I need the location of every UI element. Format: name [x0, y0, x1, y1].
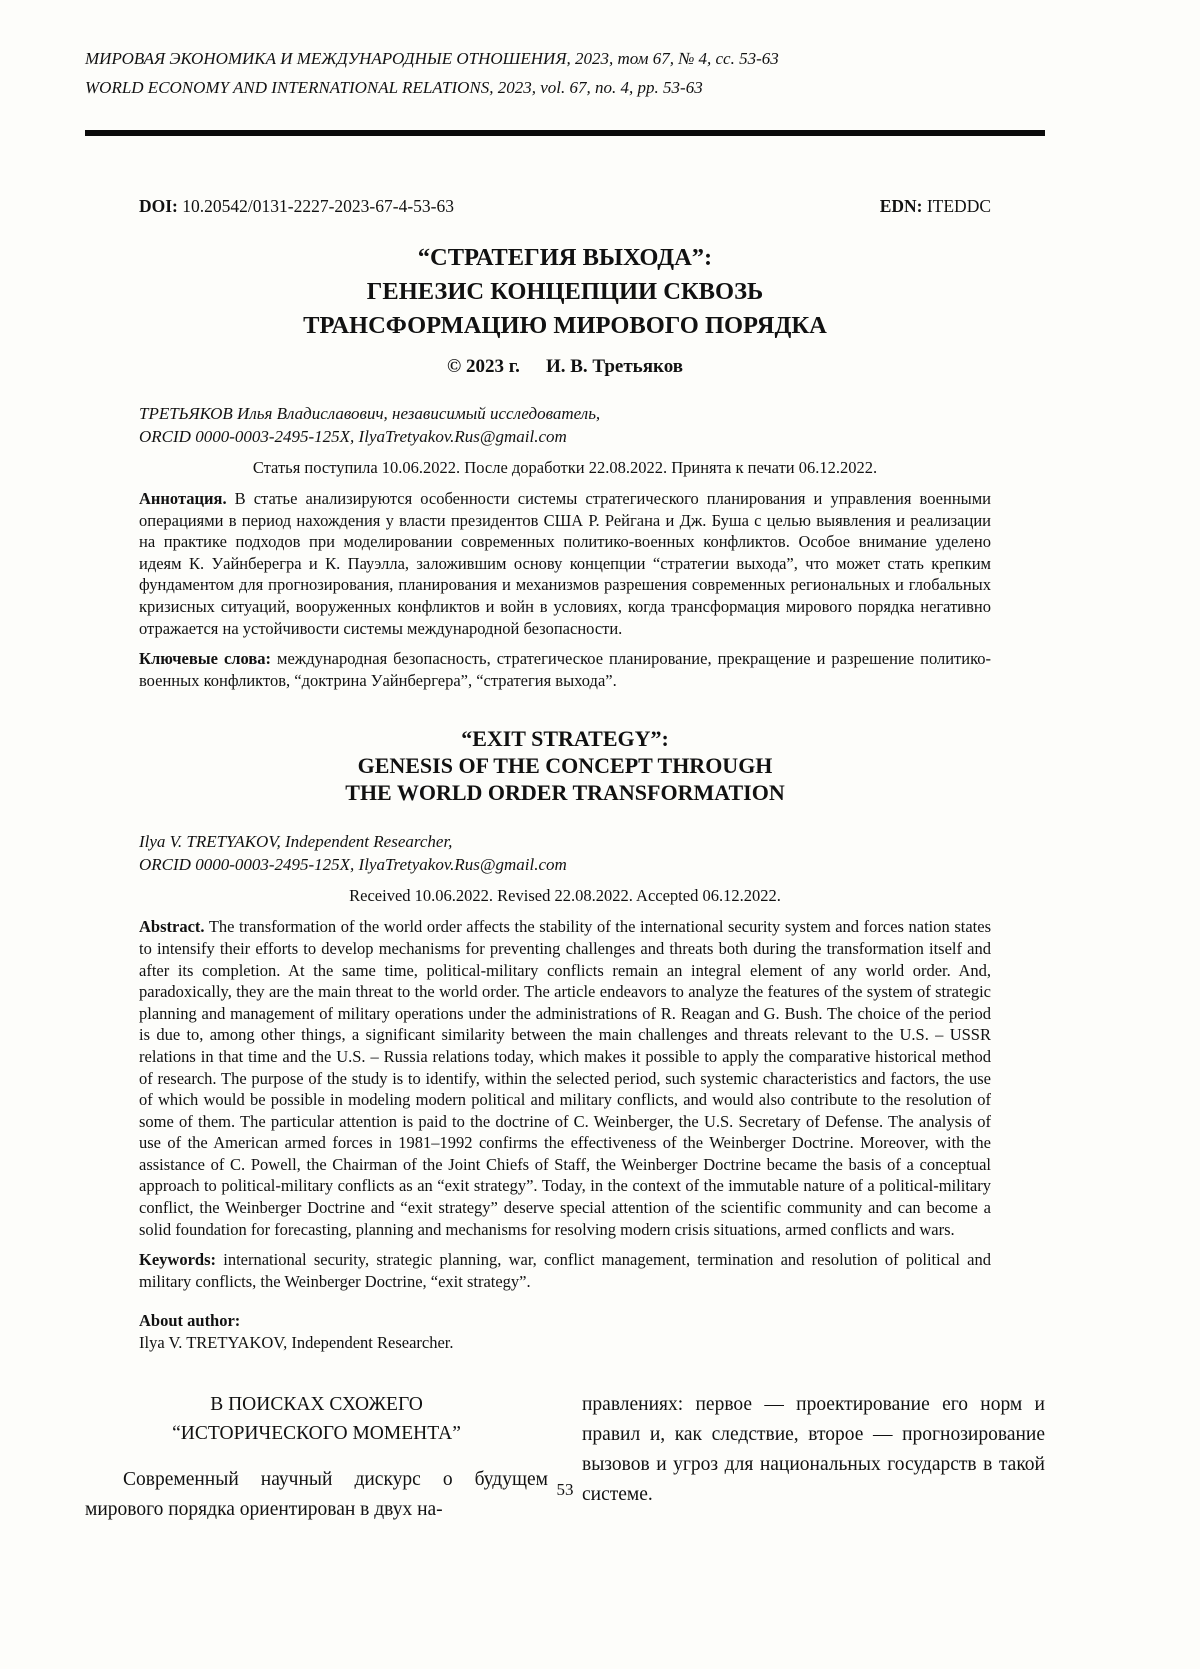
submission-dates-en: Received 10.06.2022. Revised 22.08.2022. Accepted 06.12.2022. [349, 886, 781, 906]
copyright-author-row [139, 356, 991, 378]
body-paragraph-left: Современный научный дискурс о будущем мирового порядка ориентирован в двух на- [85, 1469, 548, 1521]
article-block [139, 196, 991, 1354]
section-heading-line-2: “ИСТОРИЧЕСКОГО МОМЕНТА” [172, 1423, 461, 1445]
doi-edn-row [139, 196, 991, 217]
keywords-en-text: international security, strategic planning, war, conflict management, termination and resolution of political and military conflicts, the Weinberger Doctrine, “exit strategy”. [139, 1250, 991, 1291]
keywords-ru-label: Ключевые слова: [139, 649, 272, 669]
keywords-ru-text: международная безопасность, стратегическое планирование, прекращение и разрешение политико-военных конфликтов, “доктрина Уайнбергера”, “стратегия выхода”. [139, 649, 992, 690]
article-body-columns [85, 1390, 1045, 1525]
keywords-en [139, 1249, 991, 1292]
journal-header-en: WORLD ECONOMY AND INTERNATIONAL RELATIONS, 2023, vol. 67, no. 4, pp. 53-63 [85, 78, 703, 97]
body-column-left [85, 1390, 548, 1525]
section-heading-line-1: В ПОИСКАХ СХОЖЕГО [210, 1394, 423, 1416]
keywords-en-label: Keywords: [139, 1250, 216, 1270]
article-title-en-line-3: THE WORLD ORDER TRANSFORMATION [345, 780, 785, 806]
edn-value: ITEDDC [926, 196, 991, 216]
article-title-ru [139, 241, 991, 343]
doi-line [139, 196, 454, 217]
journal-header-ru: МИРОВАЯ ЭКОНОМИКА И МЕЖДУНАРОДНЫЕ ОТНОШЕНИЯ, 2023, том 67, № 4, сс. 53-63 [85, 49, 779, 68]
author-affiliation-ru [139, 403, 991, 448]
author-affiliation-en-line-1: Ilya V. TRETYAKOV, Independent Researcher, [139, 832, 453, 852]
abstract-en-label: Abstract. [139, 917, 205, 937]
article-title-en [139, 725, 991, 806]
author-affiliation-en [139, 831, 991, 876]
article-title-ru-line-3: ТРАНСФОРМАЦИЮ МИРОВОГО ПОРЯДКА [303, 312, 827, 339]
author-affiliation-ru-line-2: ORCID 0000-0003-2495-125X, IlyaTretyakov.Rus@gmail.com [139, 426, 567, 446]
copyright-year: © 2023 г. [447, 356, 520, 377]
abstract-ru [139, 488, 991, 639]
about-author-label: About author: [139, 1311, 241, 1331]
page-content [85, 0, 1045, 1525]
about-author [139, 1310, 991, 1354]
doi-label: DOI: [139, 196, 178, 216]
section-heading [85, 1390, 548, 1448]
body-paragraph-right: правлениях: первое — проектирование его норм и правил и, как следствие, второе — прогнозирование вызовов и угроз для национальных государств в такой системе. [582, 1394, 1045, 1506]
article-title-ru-line-1: “СТРАТЕГИЯ ВЫХОДА”: [417, 244, 713, 271]
header-rule [85, 130, 1045, 136]
keywords-ru [139, 648, 991, 691]
author-affiliation-en-line-2: ORCID 0000-0003-2495-125X, IlyaTretyakov.Rus@gmail.com [139, 854, 567, 874]
submission-dates-ru: Статья поступила 10.06.2022. После доработки 22.08.2022. Принята к печати 06.12.2022. [252, 458, 878, 477]
edn-label: EDN: [879, 196, 923, 216]
article-title-en-line-2: GENESIS OF THE CONCEPT THROUGH [357, 753, 773, 779]
abstract-en [139, 916, 991, 1240]
author-affiliation-ru-line-1: ТРЕТЬЯКОВ Илья Владиславович, независимый исследователь, [139, 404, 601, 423]
article-title-ru-line-2: ГЕНЕЗИС КОНЦЕПЦИИ СКВОЗЬ [366, 278, 764, 305]
abstract-ru-label: Аннотация. [139, 489, 227, 508]
abstract-en-text: The transformation of the world order affects the stability of the international security system and forces nation states to intensify their efforts to develop mechanisms for preventing challenges and threats both during the transformation itself and after its completion. At the same time, political-military conflicts remain an integral element of any world order. And, paradoxically, they are the main threat to the world order. The article endeavors to analyze the features of the system of strategic planning and management of military operations under the administrations of R. Reagan and G. Bush. The choice of the period is due to, among other things, a significant similarity between the main challenges and threats relevant to the U.S. – USSR relations in that time and the U.S. – Russia relations today, which makes it possible to apply the comparative historical method of research. The purpose of the study is to identify, within the selected period, such systemic characteristics and factors, the use of which would be possible in modeling modern political and military conflicts, and would also contribute to the resolution of some of them. The particular attention is paid to the doctrine of C. Weinberger, the U.S. Secretary of Defense. The analysis of use of the American armed forces in 1981–1992 confirms the effectiveness of the Weinberger Doctrine. Moreover, with the assistance of C. Powell, the Chairman of the Joint Chiefs of Staff, the Weinberger Doctrine became the basis of a conceptual approach to political-military conflicts as an “exit strategy”. Today, in the context of the immutable nature of a political-military conflict, the Weinberger Doctrine and “exit strategy” deserve special attention of the scientific community and can become a solid foundation for forecasting, planning and mechanisms for resolving modern crisis situations, armed conflicts and wars. [139, 917, 991, 1239]
author-name-ru: И. В. Третьяков [545, 356, 683, 377]
edn-line [880, 196, 991, 217]
article-title-en-line-1: “EXIT STRATEGY”: [461, 726, 669, 752]
page-number: 53 [556, 1480, 574, 1499]
body-column-right [582, 1390, 1045, 1525]
about-author-text: Ilya V. TRETYAKOV, Independent Researcher. [139, 1333, 454, 1353]
doi-value: 10.20542/0131-2227-2023-67-4-53-63 [182, 196, 454, 216]
abstract-ru-text: В статье анализируются особенности системы стратегического планирования и управления военными операциями в период нахождения у власти президентов США Р. Рейгана и Дж. Буша с целью выявления и реализации на практике подходов при моделировании современных политико-военных конфликтов. Особое внимание уделено идеям К. Уайнберегра и К. Пауэлла, заложившим основу концепции “стратегии выхода”, что может стать крепким фундаментом для прогнозирования, планирования и механизмов разрешения современных региональных и глобальных кризисных ситуаций, вооруженных конфликтов и войн в условиях, когда трансформация мирового порядка негативно отражается на устойчивости системы международной безопасности. [139, 489, 992, 638]
